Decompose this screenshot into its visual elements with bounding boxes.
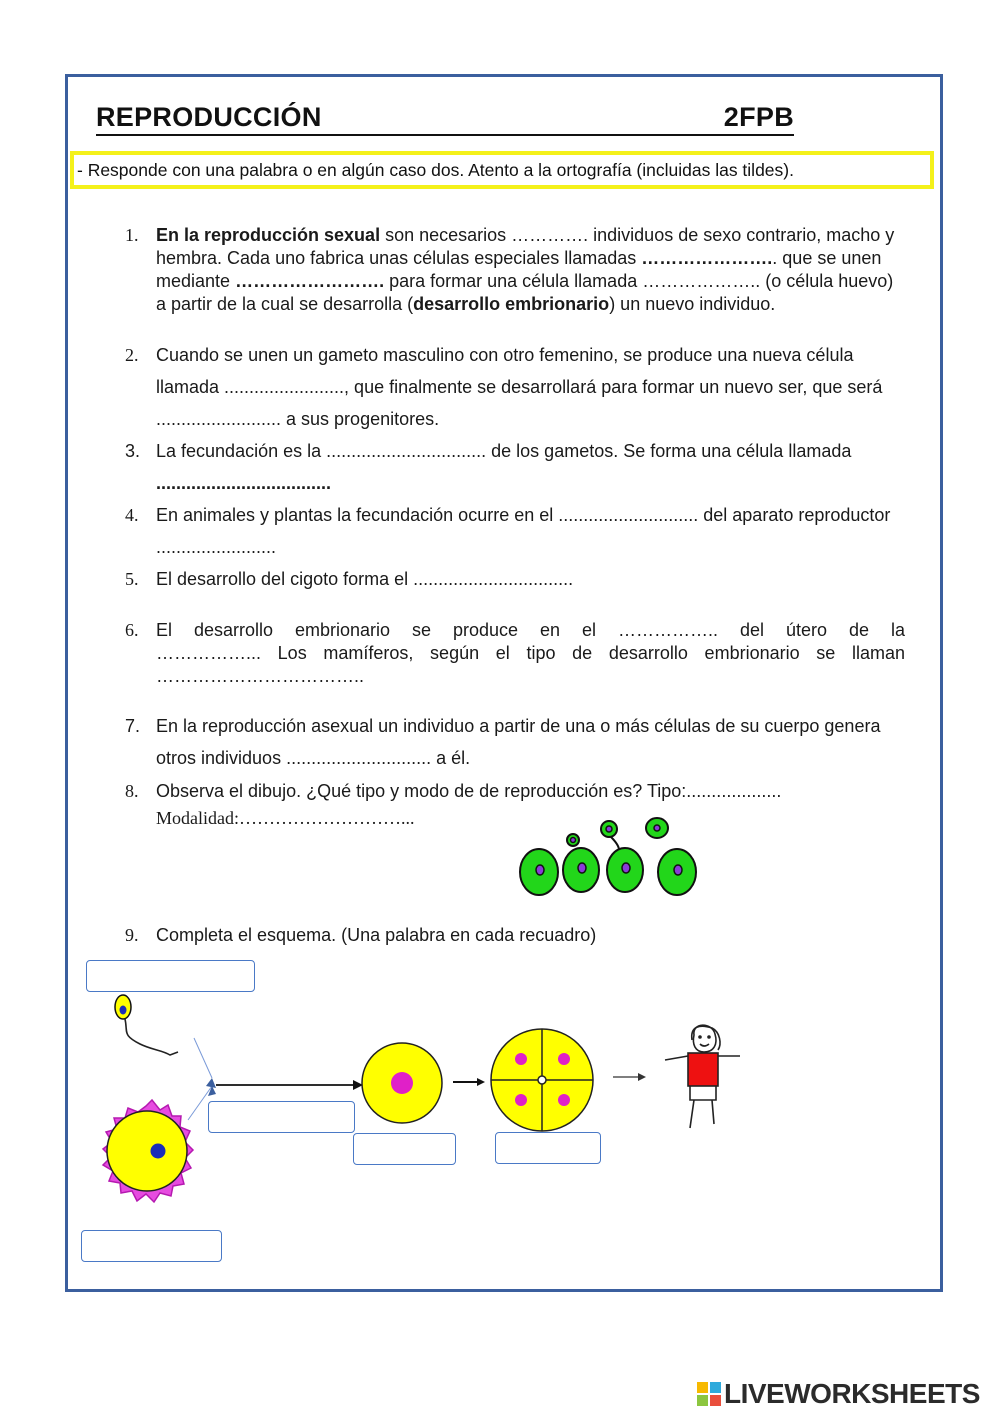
question-number: 5. — [125, 569, 139, 589]
q6-line-3: …………………………….. — [156, 666, 365, 686]
q7-text: En la reproducción asexual un individuo a partir de una o más células de su cuerpo genera otros individuos ............................. a él. — [156, 716, 881, 768]
q9-text: Completa el esquema. (Una palabra en cada recuadro) — [156, 925, 597, 945]
question-number: 4. — [125, 505, 139, 525]
q1-bold-lead: En la reproducción sexual — [156, 225, 381, 245]
question-number: 1. — [125, 225, 139, 245]
sperm-icon — [115, 995, 178, 1055]
question-number: 6. — [125, 620, 139, 640]
q1-bold-desarrollo: desarrollo embrionario — [413, 294, 610, 314]
q3-blank-cigoto[interactable]: ................................... — [156, 473, 332, 493]
q1-text-a: son necesarios …………. individuos de sexo contrario, macho y hembra. Cada uno fabrica unas células especiales llamadas — [156, 225, 895, 268]
q3-text: La fecundación es la ................................ de los gametos. Se forma una célula llamada — [156, 441, 852, 461]
q2-text: Cuando se unen un gameto masculino con otro femenino, se produce una nueva célula llamada ........................, que finalmente se desarrollará para formar un nuevo ser, que será ......................... a sus progenitores. — [156, 345, 883, 429]
q4-text: En animales y plantas la fecundación ocurre en el ............................ del aparato reproductor ........................ — [156, 505, 891, 557]
q8-text: Observa el dibujo. ¿Qué tipo y modo de de reproducción es? Tipo:................... — [156, 781, 782, 801]
liveworksheets-logo-icon — [697, 1382, 721, 1406]
four-cell-embryo-icon — [491, 1029, 593, 1131]
q1-text-d: ) un nuevo individuo. — [609, 294, 776, 314]
question-number: 8. — [125, 781, 139, 801]
q5-text: El desarrollo del cigoto forma el ................................ — [156, 569, 574, 589]
q6-line-1: El desarrollo embrionario se produce en el …………….. del útero de la — [156, 620, 905, 640]
q1-text-b: . que se unen mediante — [156, 248, 882, 291]
ovum-icon — [103, 1100, 193, 1202]
q1-blank-fecundacion[interactable]: ……………………. — [235, 271, 385, 291]
question-number: 3. — [125, 441, 141, 461]
q1-blank-gametos[interactable]: …………………. — [641, 248, 773, 268]
question-number: 7. — [125, 716, 141, 736]
liveworksheets-watermark — [697, 1378, 980, 1410]
question-number: 2. — [125, 345, 139, 365]
zygote-icon — [362, 1043, 442, 1123]
q1-text-c: para formar una célula llamada ……………….. (o célula huevo) a partir de la cual se desarrolla ( — [156, 271, 894, 314]
child-figure-icon — [665, 1025, 740, 1128]
title-text: REPRODUCCIÓN — [96, 102, 322, 132]
watermark-text: LIVEWORKSHEETS — [724, 1378, 980, 1409]
course-label: 2FPB — [723, 102, 794, 132]
q6-line-2: ……………... Los mamíferos, según el tipo de desarrollo embrionario se llaman — [156, 643, 905, 663]
q8-modalidad: Modalidad:………………………... — [156, 808, 415, 828]
instruction-banner: - Responde con una palabra o en algún caso dos. Atento a la ortografía (incluidas las tildes). — [70, 151, 934, 189]
question-number: 9. — [125, 925, 139, 945]
